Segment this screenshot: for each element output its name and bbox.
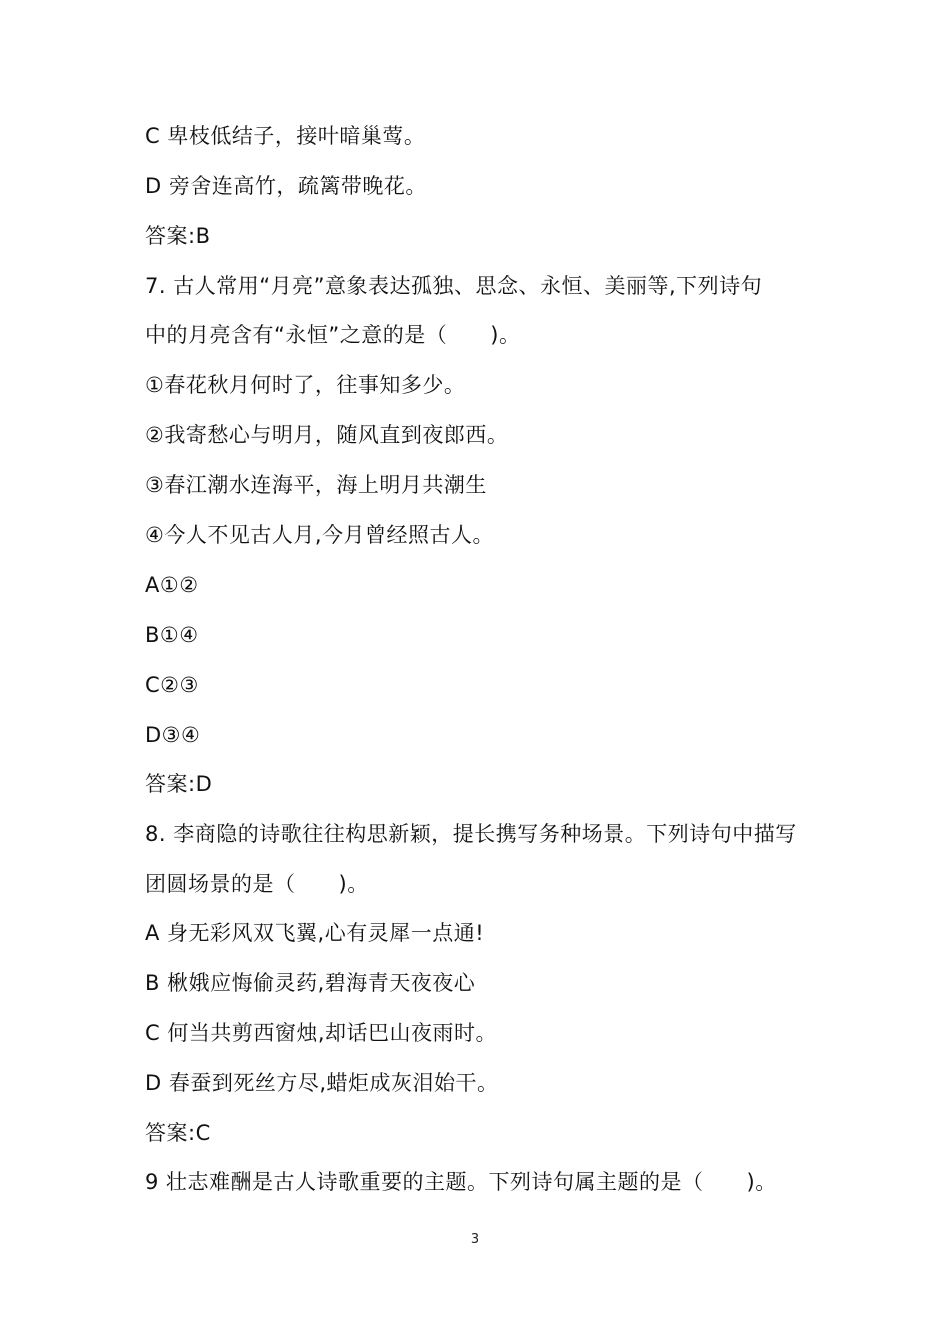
option-line: C 何当共剪西窗烛,却话巴山夜雨时。 [145,1021,498,1045]
poem-line: ②我寄愁心与明月，随风直到夜郎西。 [145,423,509,447]
poem-line: ①春花秋月何时了，往事知多少。 [145,373,466,397]
question-line: 7. 古人常用“月亮”意象表达孤独、思念、永恒、美丽等,下列诗句 [145,274,763,298]
option-line: A 身无彩风双飞翼,心有灵犀一点通! [145,921,485,945]
question-line: 8. 李商隐的诗歌往往构思新颖，提长携写务种场景。下列诗句中描写 [145,822,797,846]
page-number: 3 [470,1232,480,1247]
option-line: D 旁舍连高竹，疏篱带晚花。 [145,174,427,198]
option-line: C 卑枝低结子，接叶暗巢莺。 [145,124,426,148]
answer-line: 答案:C [145,1121,211,1145]
option-line: B①④ [145,623,199,647]
option-line: C②③ [145,673,199,697]
option-line: B 楸娥应悔偷灵药,碧海青天夜夜心 [145,971,476,995]
poem-line: ③春江潮水连海平，海上明月共潮生 [145,473,487,497]
answer-line: 答案:B [145,224,211,248]
answer-line: 答案:D [145,772,213,796]
option-line: D 春蚕到死丝方尽,蜡炬成灰泪始干。 [145,1071,499,1095]
question-line: 中的月亮含有“永恒”之意的是（ )。 [145,323,521,347]
poem-line: ④今人不见古人月,今月曾经照古人。 [145,523,495,547]
option-line: A①② [145,573,199,597]
option-line: D③④ [145,723,201,747]
question-line: 团圆场景的是（ )。 [145,872,369,896]
question-line: 9 壮志难酬是古人诗歌重要的主题。下列诗句属主题的是（ )。 [145,1170,777,1194]
